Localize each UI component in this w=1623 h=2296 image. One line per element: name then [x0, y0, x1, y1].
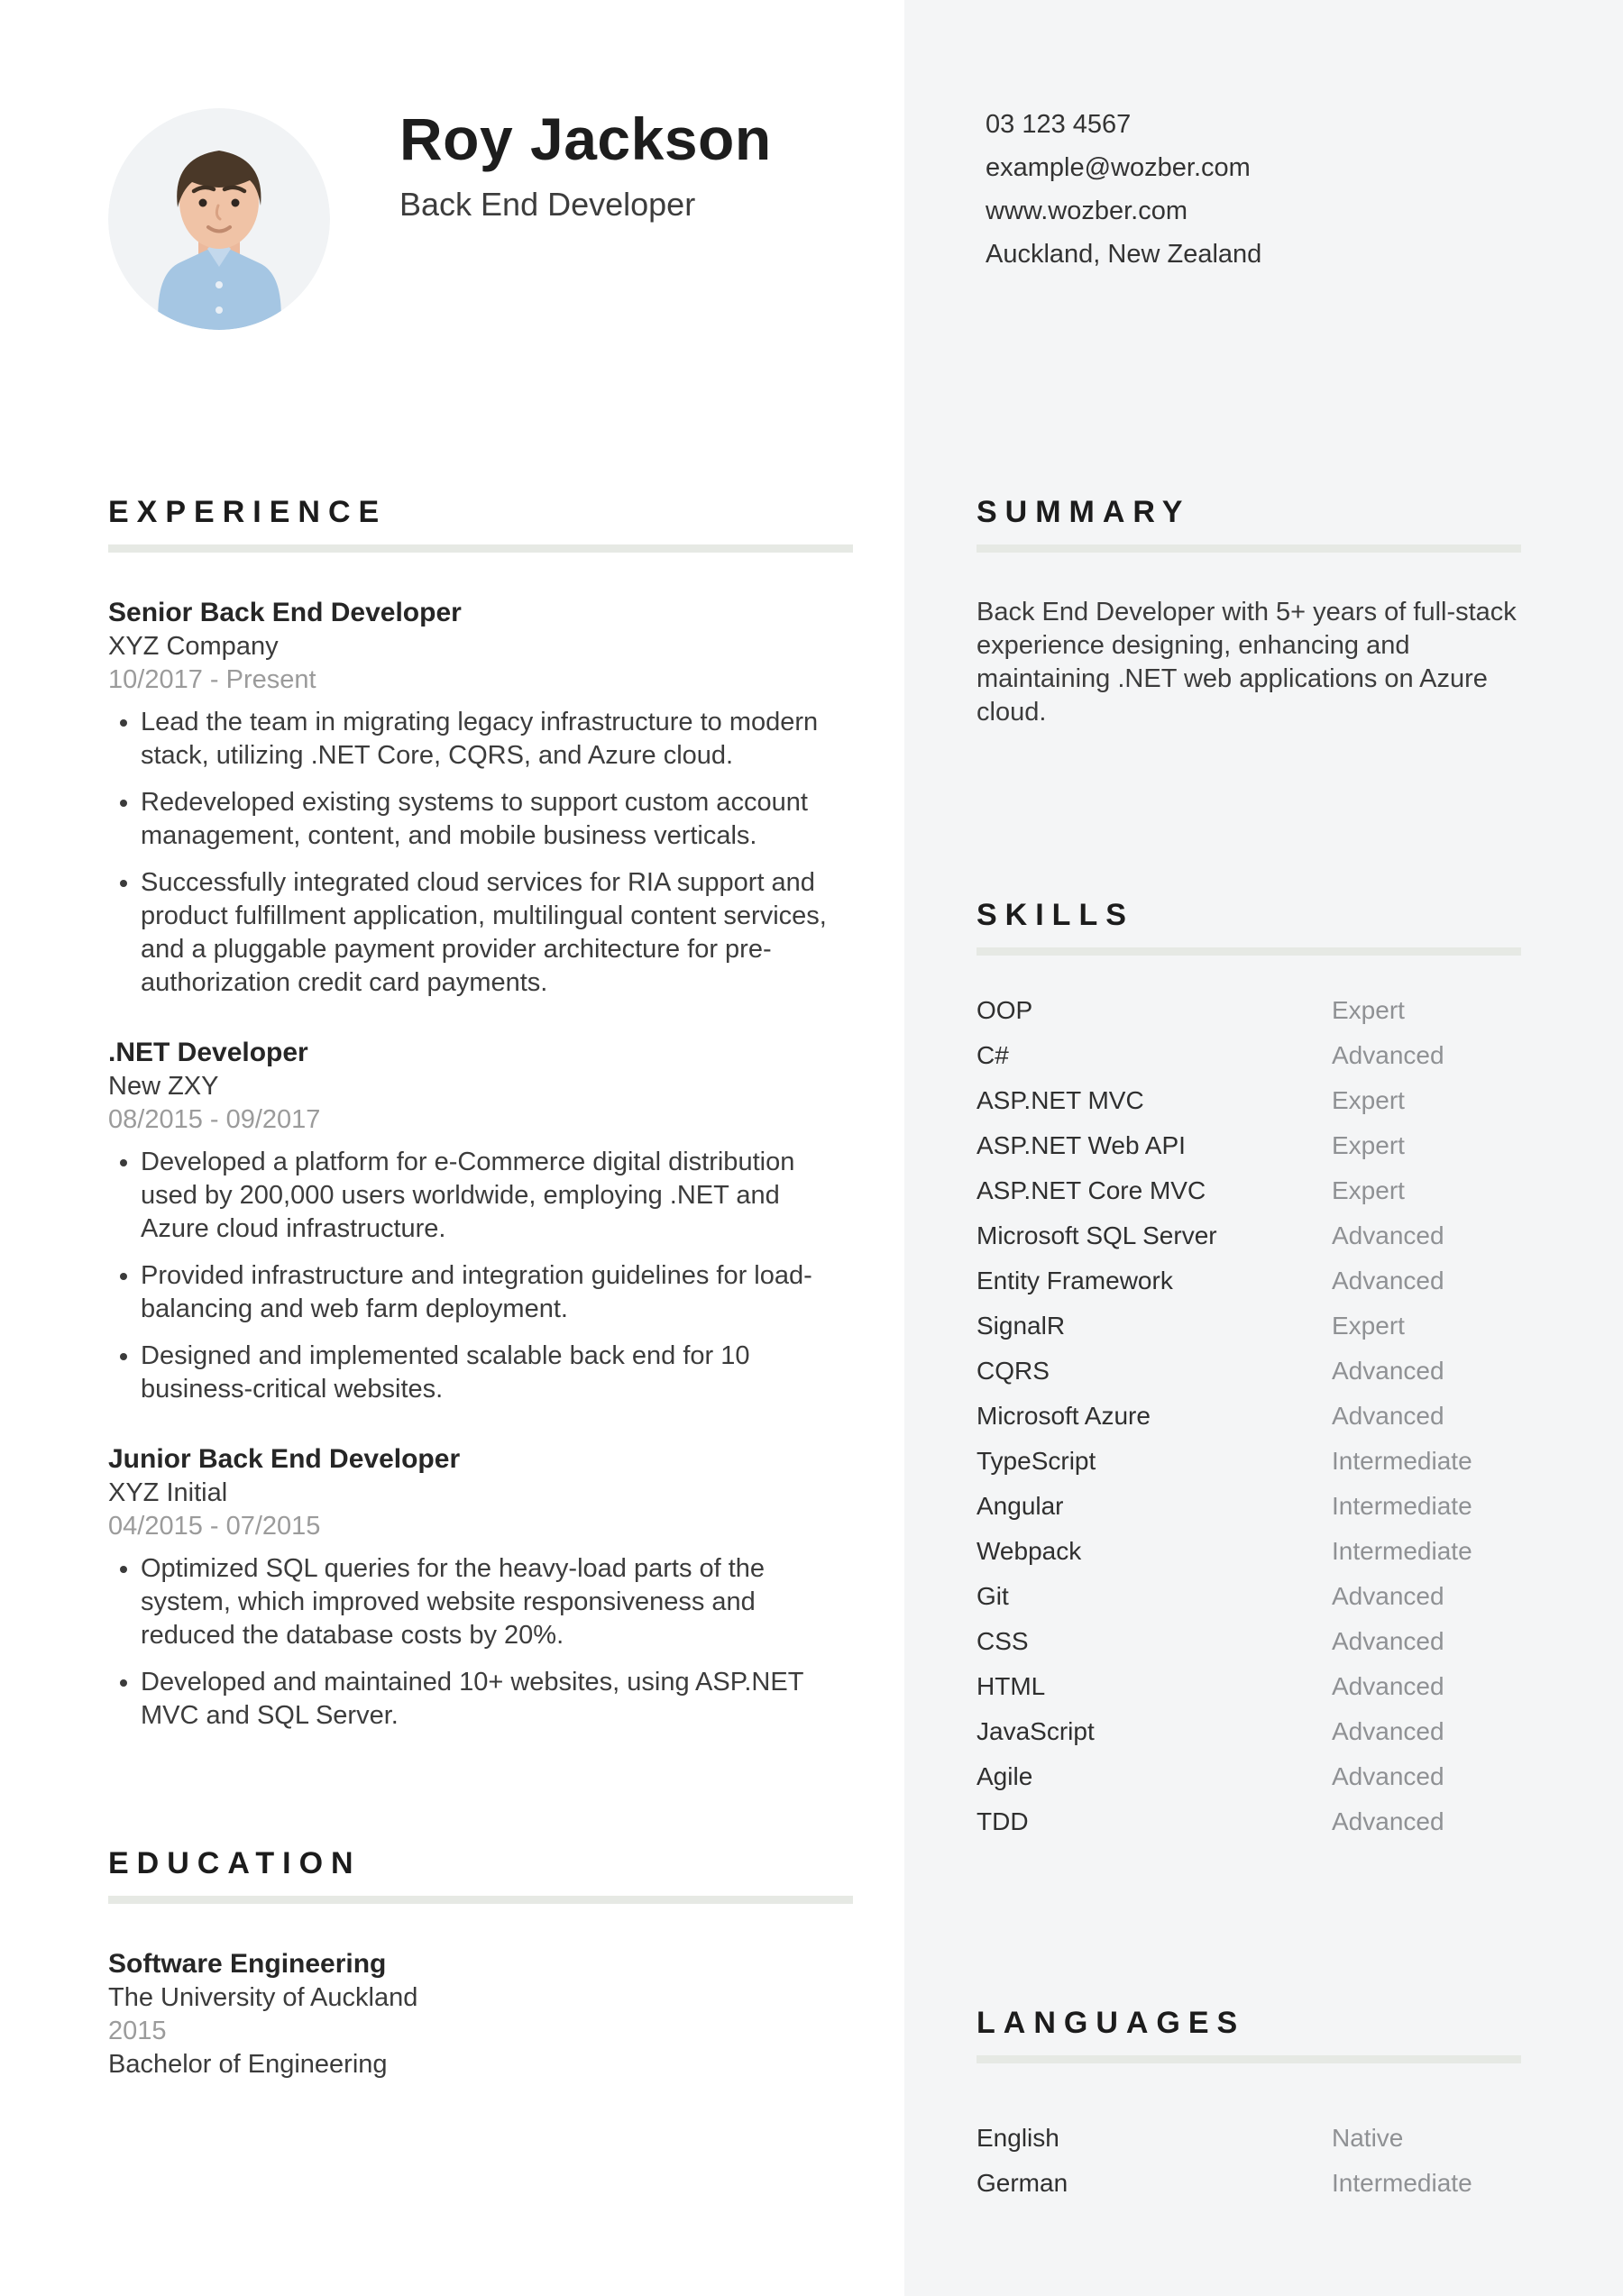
education-degree: Bachelor of Engineering — [108, 2050, 388, 2079]
job-entry — [108, 1036, 853, 1406]
skill-name: TDD — [977, 1807, 1029, 1835]
skill-row — [977, 1123, 1521, 1168]
skill-name: HTML — [977, 1672, 1046, 1700]
left-column — [108, 494, 853, 2081]
contact-line: Auckland, New Zealand — [986, 240, 1262, 269]
skills-heading: SKILLS — [977, 898, 1134, 932]
job-bullet: Developed and maintained 10+ websites, using ASP.NET MVC and SQL Server. — [108, 1666, 853, 1733]
skill-row — [977, 1754, 1521, 1799]
skill-row — [977, 1709, 1521, 1754]
header-identity — [399, 106, 772, 224]
skill-row — [977, 1078, 1521, 1123]
language-row — [977, 2161, 1521, 2206]
job-entry — [108, 1442, 853, 1733]
skill-name: OOP — [977, 996, 1033, 1024]
summary-heading: SUMMARY — [977, 495, 1191, 529]
education-year: 2015 — [108, 2017, 167, 2045]
skill-name: Entity Framework — [977, 1267, 1173, 1294]
job-bullet: Lead the team in migrating legacy infrastructure to modern stack, utilizing .NET Core, CQRS, and Azure cloud. — [108, 706, 853, 773]
skill-row — [977, 1394, 1521, 1439]
job-bullet: Developed a platform for e-Commerce digital distribution used by 200,000 users worldwide, employing .NET and Azure cloud infrastructure. — [108, 1146, 853, 1246]
job-company: XYZ Company — [108, 632, 279, 661]
skill-name: ASP.NET MVC — [977, 1086, 1144, 1114]
skill-level: Advanced — [1332, 1717, 1444, 1745]
skill-level: Expert — [1332, 1312, 1405, 1340]
job-dates: 04/2015 - 07/2015 — [108, 1512, 321, 1541]
job-company: XYZ Initial — [108, 1478, 228, 1507]
job-bullet: Successfully integrated cloud services for RIA support and product fulfillment application, multilingual content services, and a pluggable payment provider architecture for pre-authorization credit card payments. — [108, 866, 853, 1000]
skill-row — [977, 1304, 1521, 1349]
skill-name: SignalR — [977, 1312, 1066, 1340]
job-bullet: Redeveloped existing systems to support custom account management, content, and mobile business verticals. — [108, 786, 853, 853]
experience-section — [108, 494, 853, 1733]
skill-name: ASP.NET Core MVC — [977, 1176, 1206, 1204]
skill-level: Expert — [1332, 1176, 1405, 1204]
skill-level: Expert — [1332, 1086, 1405, 1114]
skill-name: Agile — [977, 1762, 1033, 1790]
skill-level: Advanced — [1332, 1807, 1444, 1835]
job-bullet-list — [108, 706, 853, 1000]
job-entry — [108, 596, 853, 1000]
language-name: German — [977, 2169, 1068, 2197]
job-bullet-list — [108, 1146, 853, 1406]
education-section — [108, 1845, 853, 2081]
job-dates: 08/2015 - 09/2017 — [108, 1105, 321, 1134]
skill-name: CQRS — [977, 1357, 1050, 1385]
skill-row — [977, 988, 1521, 1033]
skill-name: Microsoft Azure — [977, 1402, 1151, 1430]
skill-name: ASP.NET Web API — [977, 1131, 1186, 1159]
skill-level: Advanced — [1332, 1221, 1444, 1249]
languages-list — [977, 2116, 1521, 2206]
section-divider — [108, 1896, 853, 1904]
skill-row — [977, 1349, 1521, 1394]
skill-name: Angular — [977, 1492, 1064, 1520]
skill-row — [977, 1258, 1521, 1304]
language-name: English — [977, 2124, 1059, 2152]
skill-row — [977, 1529, 1521, 1574]
skill-level: Advanced — [1332, 1762, 1444, 1790]
skill-row — [977, 1033, 1521, 1078]
job-title: Junior Back End Developer — [108, 1444, 461, 1474]
skill-row — [977, 1168, 1521, 1213]
skill-level: Advanced — [1332, 1582, 1444, 1610]
contact-line: 03 123 4567 — [986, 110, 1132, 139]
skill-level: Expert — [1332, 1131, 1405, 1159]
person-name: Roy Jackson — [399, 105, 772, 172]
job-title: Senior Back End Developer — [108, 598, 462, 627]
skill-name: TypeScript — [977, 1447, 1096, 1475]
contact-info — [986, 103, 1261, 276]
languages-section — [977, 2005, 1521, 2206]
language-level: Native — [1332, 2124, 1404, 2152]
job-bullet: Designed and implemented scalable back end for 10 business-critical websites. — [108, 1340, 853, 1406]
skill-level: Advanced — [1332, 1672, 1444, 1700]
education-heading: EDUCATION — [108, 1846, 362, 1880]
contact-line: example@wozber.com — [986, 153, 1251, 182]
job-dates: 10/2017 - Present — [108, 665, 316, 694]
portrait-illustration — [108, 108, 330, 330]
skill-level: Advanced — [1332, 1357, 1444, 1385]
skill-name: CSS — [977, 1627, 1029, 1655]
skill-row — [977, 1439, 1521, 1484]
skill-name: Webpack — [977, 1537, 1082, 1565]
skill-level: Intermediate — [1332, 1447, 1472, 1475]
education-field: Software Engineering — [108, 1949, 387, 1979]
contact-line: www.wozber.com — [986, 197, 1188, 225]
job-company: New ZXY — [108, 1072, 219, 1101]
skill-row — [977, 1213, 1521, 1258]
experience-heading: EXPERIENCE — [108, 495, 388, 529]
skill-row — [977, 1484, 1521, 1529]
job-bullet-list — [108, 1552, 853, 1733]
language-row — [977, 2116, 1521, 2161]
skill-row — [977, 1664, 1521, 1709]
skill-level: Expert — [1332, 996, 1405, 1024]
skill-level: Advanced — [1332, 1402, 1444, 1430]
languages-heading: LANGUAGES — [977, 2006, 1246, 2040]
summary-section — [977, 494, 1521, 729]
summary-text: Back End Developer with 5+ years of full-stack experience designing, enhancing and maintaining .NET web applications on Azure cloud. — [977, 598, 1517, 727]
skill-row — [977, 1574, 1521, 1619]
section-divider — [108, 544, 853, 553]
skill-name: C# — [977, 1041, 1009, 1069]
language-level: Intermediate — [1332, 2169, 1472, 2197]
job-bullet: Optimized SQL queries for the heavy-load parts of the system, which improved website responsiveness and reduced the database costs by 20%. — [108, 1552, 853, 1652]
skill-level: Advanced — [1332, 1627, 1444, 1655]
skill-name: JavaScript — [977, 1717, 1095, 1745]
job-bullet: Provided infrastructure and integration guidelines for load-balancing and web farm deployment. — [108, 1259, 853, 1326]
section-divider — [977, 947, 1521, 956]
skills-list — [977, 988, 1521, 1844]
right-column — [977, 494, 1521, 2206]
skill-row — [977, 1799, 1521, 1844]
skill-level: Intermediate — [1332, 1492, 1472, 1520]
skill-row — [977, 1619, 1521, 1664]
education-school: The University of Auckland — [108, 1983, 418, 2012]
skill-name: Git — [977, 1582, 1009, 1610]
job-title: .NET Developer — [108, 1038, 308, 1067]
skills-section — [977, 897, 1521, 1844]
skill-level: Advanced — [1332, 1041, 1444, 1069]
education-entry — [108, 1947, 853, 2081]
person-job-title: Back End Developer — [399, 186, 696, 223]
skill-name: Microsoft SQL Server — [977, 1221, 1217, 1249]
skill-level: Advanced — [1332, 1267, 1444, 1294]
profile-photo — [108, 108, 330, 330]
section-divider — [977, 544, 1521, 553]
skill-level: Intermediate — [1332, 1537, 1472, 1565]
section-divider — [977, 2055, 1521, 2063]
